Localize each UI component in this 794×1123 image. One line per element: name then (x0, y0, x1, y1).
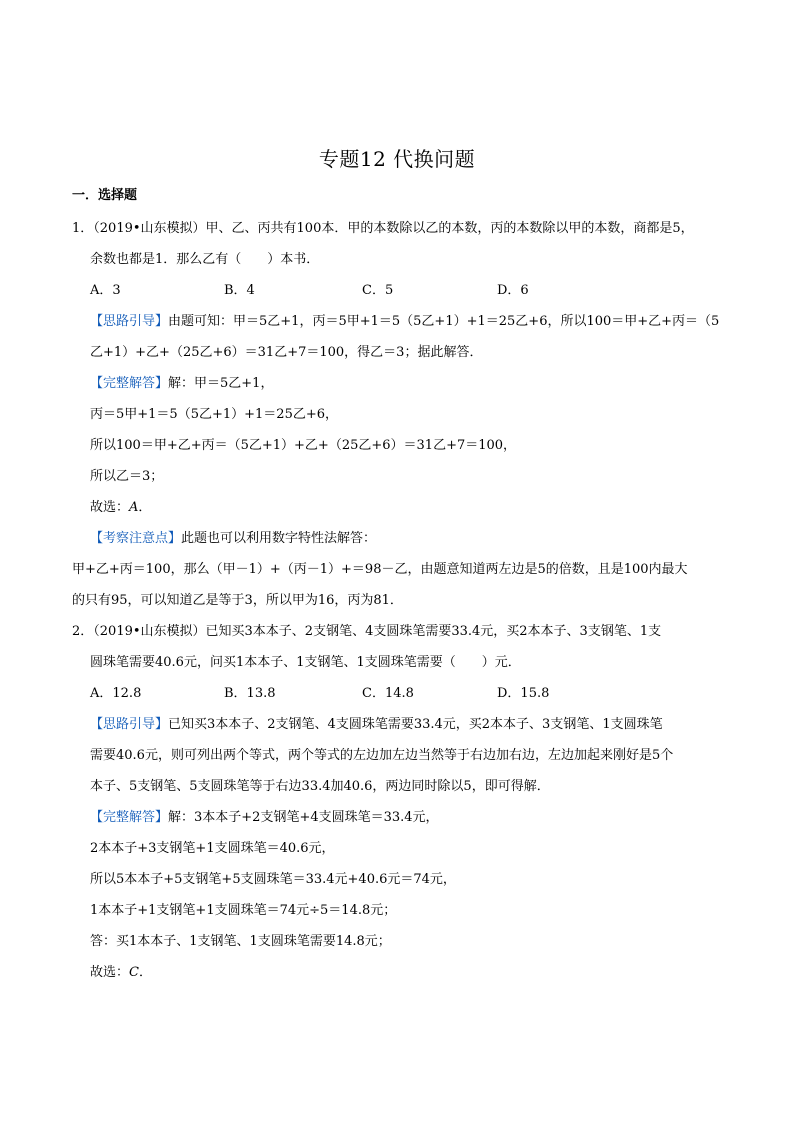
q1-note-tag: 【考察注意点】 (90, 531, 182, 546)
q1-note-text: 此题也可以利用数字特性法解答： (181, 531, 377, 546)
q2-option-c: C．14.8 (362, 686, 414, 701)
q1-hint-text: 由题可知：甲＝5乙+1，丙＝5甲+1＝5（5乙+1）+1＝25乙+6，所以100＝甲+乙+丙＝（5 (168, 314, 720, 329)
q1-answer-text: 解：甲＝5乙+1， (168, 376, 274, 391)
q1-answer-line4: 所以乙＝3； (90, 469, 164, 484)
q2-option-d: D．15.8 (497, 686, 550, 701)
q1-choice-letter: A (129, 500, 139, 515)
q2-choice-suffix: ． (138, 965, 152, 980)
q2-answer-line4: 1本本子+1支钢笔+1支圆珠笔＝74元÷5＝14.8元； (90, 903, 397, 918)
q1-note-line3: 的只有95，可以知道乙是等于3，所以甲为16，丙为81． (72, 593, 403, 608)
q1-answer-line2: 丙＝5甲+1＝5（5乙+1）+1＝25乙+6， (90, 407, 339, 422)
q2-stem-line2: 圆珠笔需要40.6元，问买1本本子、1支钢笔、1支圆珠笔需要（ ）元． (90, 655, 521, 670)
q1-answer-line1 (90, 374, 273, 394)
q1-note-line2: 甲+乙+丙＝100，那么（甲－1）+（丙－1）+＝98－乙，由题意知道两左边是5的倍数，且是100内最大 (72, 562, 688, 577)
q1-choice-line (90, 498, 151, 518)
q2-answer-line5: 答：买1本本子、1支钢笔、1支圆珠笔需要14.8元； (90, 934, 391, 949)
q2-choice-line (90, 963, 152, 983)
section-heading: 一．选择题 (72, 188, 138, 203)
q2-hint-line3: 本子、5支钢笔、5支圆珠笔等于右边33.4加40.6，两边同时除以5，即可得解． (90, 779, 550, 794)
q1-option-a: A．3 (90, 283, 121, 298)
q2-option-b: B．13.8 (224, 686, 276, 701)
q2-answer-tag: 【完整解答】 (90, 810, 169, 825)
q2-hint-line2: 需要40.6元，则可列出两个等式，两个等式的左边加左边当然等于右边加右边，左边加起来刚好是5个 (90, 748, 674, 763)
q2-hint-line1 (90, 715, 663, 735)
q1-option-b: B．4 (224, 283, 255, 298)
q1-hint-line1 (90, 312, 719, 332)
q2-hint-tag: 【思路引导】 (90, 717, 169, 732)
q2-answer-line2: 2本本子+3支钢笔+1支圆珠笔＝40.6元， (90, 841, 335, 856)
q2-choice-prefix: 故选： (90, 965, 130, 980)
q1-choice-suffix: ． (138, 500, 152, 515)
q2-option-a: A．12.8 (90, 686, 142, 701)
q1-stem-line1: 1．（2019•山东模拟）甲、乙、丙共有100本．甲的本数除以乙的本数，丙的本数除以甲的本数，商都是5， (72, 221, 694, 236)
q1-hint-tag: 【思路引导】 (90, 314, 169, 329)
q1-hint-line2: 乙+1）+乙+（25乙+6）＝31乙+7＝100，得乙＝3；据此解答． (90, 345, 483, 360)
q2-answer-line1 (90, 808, 439, 828)
q1-choice-prefix: 故选： (90, 500, 130, 515)
q1-note-line1 (90, 529, 376, 549)
q1-option-c: C．5 (362, 283, 394, 298)
q1-stem-line2: 余数也都是1．那么乙有（ ）本书． (90, 252, 320, 267)
q2-choice-letter: C (129, 965, 139, 980)
q2-hint-text: 已知买3本本子、2支钢笔、4支圆珠笔需要33.4元，买2本本子、3支钢笔、1支圆珠笔 (168, 717, 663, 732)
q1-answer-line3: 所以100＝甲+乙+丙＝（5乙+1）+乙+（25乙+6）＝31乙+7＝100， (90, 438, 517, 453)
q2-answer-text: 解：3本本子+2支钢笔+4支圆珠笔＝33.4元， (168, 810, 439, 825)
q2-stem-line1: 2．（2019•山东模拟）已知买3本本子、2支钢笔、4支圆珠笔需要33.4元，买2本本子、3支钢笔、1支 (72, 624, 662, 639)
q2-answer-line3: 所以5本本子+5支钢笔+5支圆珠笔＝33.4元+40.6元＝74元， (90, 872, 456, 887)
page-title: 专题12 代换问题 (318, 147, 476, 171)
q1-answer-tag: 【完整解答】 (90, 376, 169, 391)
q1-option-d: D．6 (497, 283, 529, 298)
